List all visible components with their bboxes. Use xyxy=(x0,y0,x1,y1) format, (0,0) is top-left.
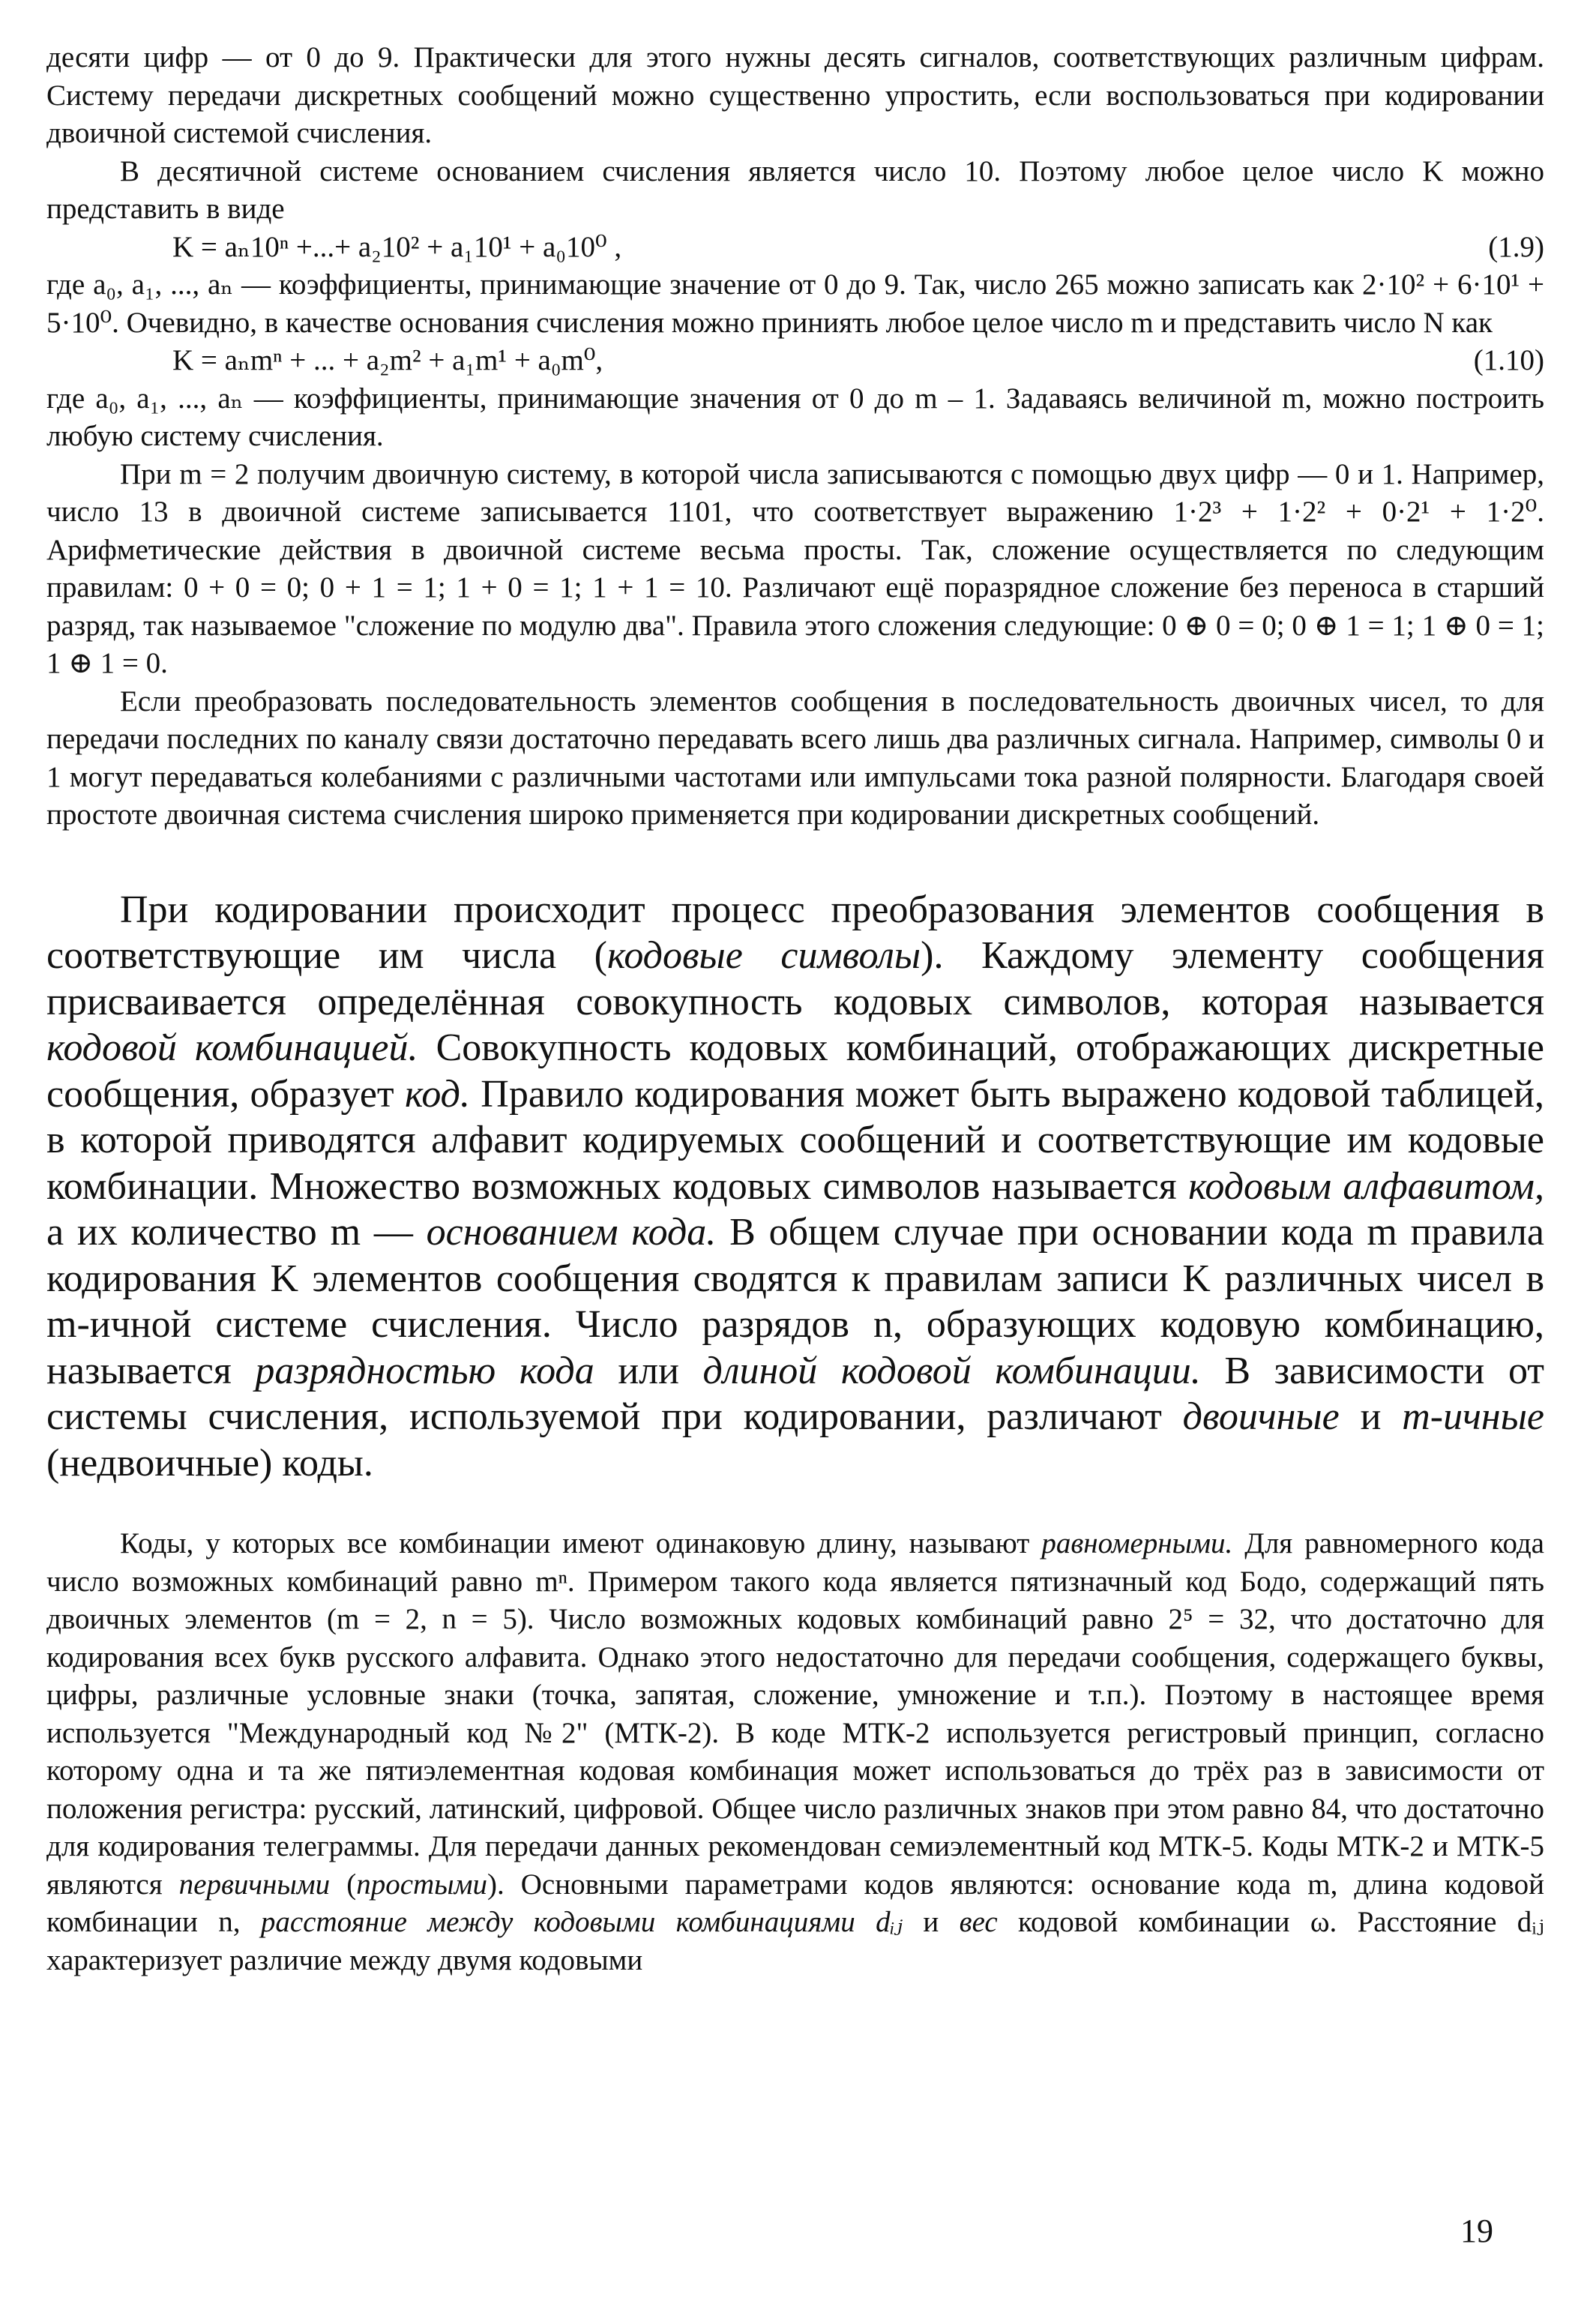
paragraph-uniform-codes xyxy=(46,1525,1544,1979)
term-m-ary-codes: m-ичные xyxy=(1402,1395,1545,1438)
text-fragment: При кодировании происходит процесс преобразования элементов сообщения в соответствующие им числа ( xyxy=(46,888,1544,977)
formula-1-10 xyxy=(46,342,1544,380)
page-number: 19 xyxy=(1460,2213,1493,2249)
coefficients-section xyxy=(46,266,1544,342)
text-fragment: и xyxy=(903,1906,960,1938)
text-fragment: Совокупность кодовых комбинаций, отображающих дискретные сообщения, образует xyxy=(46,1026,1544,1116)
term-uniform: равномерными. xyxy=(1041,1527,1233,1559)
text-fragment: В зависимости от системы счисления, используемой при кодировании, различают xyxy=(46,1349,1544,1438)
term-code-alphabet: кодовым алфавитом, xyxy=(1188,1164,1544,1208)
text-fragment: или xyxy=(594,1349,703,1392)
term-distance: расстояние между кодовыми комбинациями dᵢⱼ xyxy=(260,1906,903,1938)
term-code-length: длиной кодовой комбинации. xyxy=(702,1349,1201,1392)
text-fragment: ). Основными параметрами кодов являются: основание кода m, длина кодовой комбинации n, xyxy=(46,1868,1544,1938)
text-fragment: и xyxy=(1339,1395,1403,1438)
formula-1-9 xyxy=(46,229,1544,267)
term-primary: первичными xyxy=(178,1868,331,1901)
paragraph-coefficients-range: где a₀, a₁, ..., aₙ — коэффициенты, принимающие значения от 0 до m – 1. Задаваясь величиной m, можно построить любую систему счисления. xyxy=(46,382,1544,452)
term-simple: простыми xyxy=(356,1868,487,1901)
term-weight: вес xyxy=(959,1906,998,1938)
text-fragment: кодовой комбинации ω. Расстояние dᵢⱼ характеризует различие между двумя кодовыми xyxy=(46,1906,1544,1976)
formula-1-9-number: (1.9) xyxy=(1488,230,1544,263)
paragraph-binary-system: При m = 2 получим двоичную систему, в которой числа записываются с помощью двух цифр — 0 и 1. Например, число 13 в двоичной системе записывается 1101, что соответствует выражению 1·2³ + 1·2² + 0·2¹ + 1·2⁰. Арифметические действия в двоичной системе весьма просты. Так, сложение осуществляется по следующим правилам: 0 + 0 = 0; 0 + 1 = 1; 1 + 0 = 1; 1 + 1 = 10. Различают ещё поразрядное сложение без переноса в старший разряд, так называемое "сложение по модулю два". Правила этого сложения следующие: 0 ⊕ 0 = 0; 0 ⊕ 1 = 1; 1 ⊕ 0 = 1; 1 ⊕ 1 = 0. xyxy=(46,457,1544,679)
text-fragment: В общем случае при основании кода m правила кодирования K элементов сообщения сводятся к правилам записи K различных чисел в m-ичной системе счисления. Число разрядов n, образующих кодовую комбинацию, называется xyxy=(46,1211,1544,1392)
text-fragment: Правило кодирования может быть выражено кодовой таблицей, в которой приводятся алфавит кодируемых сообщений и соответствующие им кодовые комбинации. Множество возможных кодовых символов называется xyxy=(46,1072,1544,1208)
paragraph-decimal-system: В десятичной системе основанием счисления является число 10. Поэтому любое целое число K можно представить в виде xyxy=(46,154,1544,225)
intro-section xyxy=(46,39,1544,229)
formula-1-9-expression: K = aₙ10ⁿ +...+ a₂10² + a₁10¹ + a₀10⁰ , xyxy=(172,230,622,263)
term-binary-codes: двоичные xyxy=(1182,1395,1340,1438)
document-page xyxy=(46,39,1544,1979)
definition-section xyxy=(46,887,1544,1487)
text-fragment: ). Каждому элементу сообщения присваивается определённая совокупность кодовых символов, которая называется xyxy=(46,934,1544,1023)
text-fragment: Коды, у которых все комбинации имеют одинаковую длину, называют xyxy=(120,1527,1042,1559)
uniform-codes-section xyxy=(46,1525,1544,1979)
paragraph-coefficients: где a₀, a₁, ..., aₙ — коэффициенты, принимающие значение от 0 до 9. Так, число 265 можно записать как 2·10² + 6·10¹ + 5·10⁰. Очевидно, в качестве основания счисления можно приниять любое целое число m и представить число N как xyxy=(46,268,1544,339)
term-code-digits: разрядностью кода xyxy=(255,1349,594,1392)
paragraph-coding-definition xyxy=(46,887,1544,1487)
text-fragment: (недвоичные) коды. xyxy=(46,1441,373,1485)
term-code-combination: кодовой комбинацией. xyxy=(46,1026,418,1069)
paragraph-binary-transmission: Если преобразовать последовательность элементов сообщения в последовательность двоичных чисел, то для передачи последних по каналу связи достаточно передавать всего лишь два различных сигнала. Например, символы 0 и 1 могут передаваться колебаниями с различными частотами или импульсами тока разной полярности. Благодаря своей простоте двоичная система счисления широко применяется при кодировании дискретных сообщений. xyxy=(46,685,1544,831)
text-fragment: а их количество m — xyxy=(46,1211,427,1254)
formula-1-10-number: (1.10) xyxy=(1473,344,1544,376)
text-fragment: ( xyxy=(330,1868,357,1901)
term-code: код. xyxy=(404,1072,470,1116)
paragraph-continuation: десяти цифр — от 0 до 9. Практически для этого нужны десять сигналов, соответствующих различным цифрам. Систему передачи дискретных сообщений можно существенно упростить, если воспользоваться при кодировании двоичной системой счисления. xyxy=(46,41,1544,149)
text-fragment: Для равномерного кода число возможных комбинаций равно mⁿ. Примером такого кода является пятизначный код Бодо, содержащий пять двоичных элементов (m = 2, n = 5). Число возможных кодовых комбинаций равно 2⁵ = 32, что достаточно для кодирования всех букв русского алфавита. Однако этого недостаточно для передачи сообщения, содержащего буквы, цифры, различные условные знаки (точка, запятая, сложение, умножение и т.п.). Поэтому в настоящее время используется "Международный код №2" (МТК-2). В коде МТК-2 используется регистровый принцип, согласно которому одна и та же пятиэлементная кодовая комбинация может использоваться до трёх раз в зависимости от положения регистра: русский, латинский, цифровой. Общее число различных знаков при этом равно 84, что достаточно для кодирования телеграммы. Для передачи данных рекомендован семиэлементный код МТК-5. Коды МТК-2 и МТК-5 являются xyxy=(46,1527,1544,1901)
binary-section xyxy=(46,380,1544,834)
term-code-symbols: кодовые символы xyxy=(607,934,921,977)
formula-1-10-expression: K = aₙmⁿ + ... + a₂m² + a₁m¹ + a₀m⁰, xyxy=(172,344,603,376)
term-code-base: основанием кода. xyxy=(426,1211,717,1254)
